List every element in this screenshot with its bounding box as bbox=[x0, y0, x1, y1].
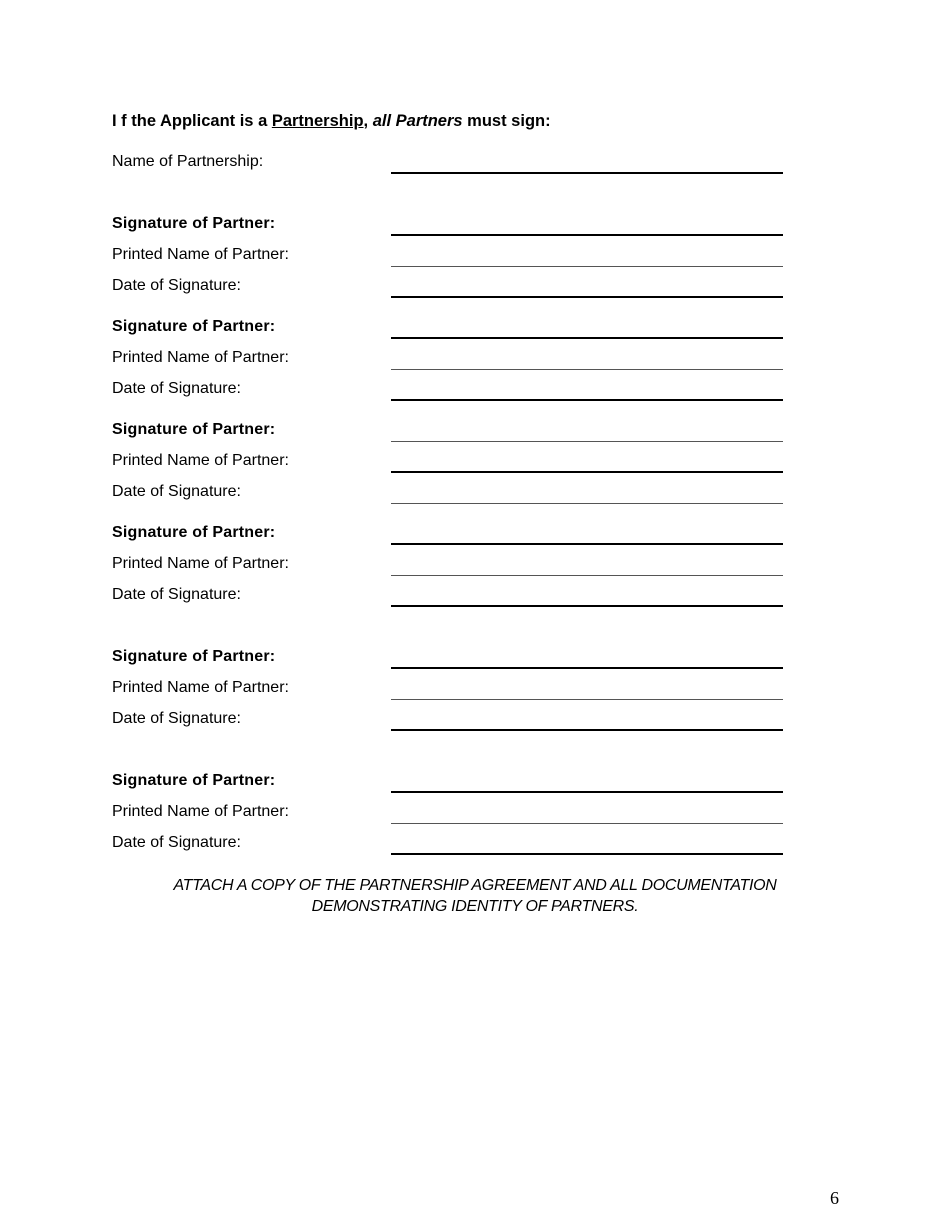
partner-5-printed-name-line[interactable] bbox=[391, 699, 783, 700]
page-number: 6 bbox=[830, 1188, 839, 1208]
partner-3-date-label: Date of Signature: bbox=[112, 483, 241, 500]
partner-1-signature-row bbox=[112, 215, 783, 239]
partner-6-date-row bbox=[112, 834, 783, 858]
partner-6-date-label: Date of Signature: bbox=[112, 834, 241, 851]
partner-2-signature-row bbox=[112, 318, 783, 342]
heading-partnership-underlined: Partnership bbox=[271, 112, 364, 130]
partner-1-signature-label: Signature of Partner: bbox=[112, 215, 276, 232]
partner-4-printed-name-row bbox=[112, 555, 783, 579]
partner-6-printed-name-label: Printed Name of Partner: bbox=[112, 803, 289, 820]
partner-2-printed-name-line[interactable] bbox=[391, 369, 783, 370]
partner-3-printed-name-row bbox=[112, 452, 783, 476]
section-heading bbox=[112, 112, 551, 131]
partner-5-date-row bbox=[112, 710, 783, 734]
heading-comma: , bbox=[363, 112, 373, 130]
partner-4-signature-label: Signature of Partner: bbox=[112, 524, 276, 541]
heading-text-end: must sign: bbox=[462, 112, 551, 130]
partner-6-signature-row bbox=[112, 772, 783, 796]
partner-1-printed-name-row bbox=[112, 246, 783, 270]
partner-4-date-row bbox=[112, 586, 783, 610]
partnership-name-row bbox=[112, 153, 783, 177]
partner-4-date-label: Date of Signature: bbox=[112, 586, 241, 603]
partner-4-signature-row bbox=[112, 524, 783, 548]
partner-2-date-row bbox=[112, 380, 783, 404]
partner-5-date-line[interactable] bbox=[391, 729, 783, 731]
partner-1-date-line[interactable] bbox=[391, 296, 783, 298]
partner-2-signature-label: Signature of Partner: bbox=[112, 318, 276, 335]
heading-text-start: I f the Applicant is a bbox=[112, 112, 272, 130]
partner-5-signature-label: Signature of Partner: bbox=[112, 648, 276, 665]
partner-3-printed-name-label: Printed Name of Partner: bbox=[112, 452, 289, 469]
partner-1-date-label: Date of Signature: bbox=[112, 277, 241, 294]
partner-3-date-line[interactable] bbox=[391, 503, 783, 504]
partner-3-printed-name-line[interactable] bbox=[391, 471, 783, 473]
partner-1-date-row bbox=[112, 277, 783, 301]
attachment-note-line-1: ATTACH A COPY OF THE PARTNERSHIP AGREEMENT AND ALL DOCUMENTATION bbox=[173, 877, 777, 894]
partner-5-printed-name-row bbox=[112, 679, 783, 703]
partnership-name-label: Name of Partnership: bbox=[112, 153, 264, 170]
partner-4-date-line[interactable] bbox=[391, 605, 783, 607]
partner-2-printed-name-label: Printed Name of Partner: bbox=[112, 349, 289, 366]
partner-4-printed-name-label: Printed Name of Partner: bbox=[112, 555, 289, 572]
partner-1-printed-name-line[interactable] bbox=[391, 266, 783, 267]
partner-1-printed-name-label: Printed Name of Partner: bbox=[112, 246, 289, 263]
partner-4-signature-line[interactable] bbox=[391, 543, 783, 545]
partner-6-printed-name-row bbox=[112, 803, 783, 827]
partner-2-printed-name-row bbox=[112, 349, 783, 373]
partner-6-signature-label: Signature of Partner: bbox=[112, 772, 276, 789]
partner-5-signature-line[interactable] bbox=[391, 667, 783, 669]
heading-all-partners-italic: all Partners bbox=[372, 112, 463, 130]
attachment-note bbox=[112, 875, 838, 917]
partner-5-signature-row bbox=[112, 648, 783, 672]
partner-2-date-line[interactable] bbox=[391, 399, 783, 401]
partnership-name-line[interactable] bbox=[391, 172, 783, 174]
partner-5-printed-name-label: Printed Name of Partner: bbox=[112, 679, 289, 696]
partner-2-date-label: Date of Signature: bbox=[112, 380, 241, 397]
partner-6-signature-line[interactable] bbox=[391, 791, 783, 793]
partner-3-date-row bbox=[112, 483, 783, 507]
partner-3-signature-row bbox=[112, 421, 783, 445]
partner-2-signature-line[interactable] bbox=[391, 337, 783, 339]
partner-5-date-label: Date of Signature: bbox=[112, 710, 241, 727]
partner-4-printed-name-line[interactable] bbox=[391, 575, 783, 576]
partner-1-signature-line[interactable] bbox=[391, 234, 783, 236]
partner-3-signature-line[interactable] bbox=[391, 441, 783, 442]
attachment-note-line-2: DEMONSTRATING IDENTITY OF PARTNERS. bbox=[311, 898, 639, 915]
partner-3-signature-label: Signature of Partner: bbox=[112, 421, 276, 438]
partner-6-printed-name-line[interactable] bbox=[391, 823, 783, 824]
partner-6-date-line[interactable] bbox=[391, 853, 783, 855]
